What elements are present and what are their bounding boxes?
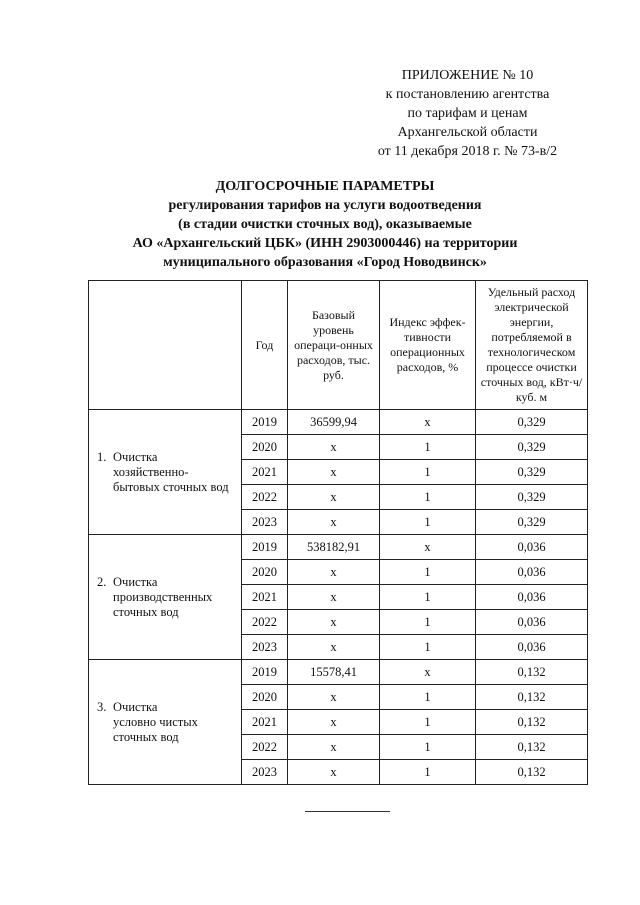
year-cell: 2023 — [242, 760, 288, 785]
energy-cell: 0,329 — [476, 410, 588, 435]
index-cell: 1 — [380, 710, 476, 735]
base-cell: х — [288, 485, 380, 510]
energy-cell: 0,329 — [476, 485, 588, 510]
table-row — [89, 410, 588, 435]
appendix-line: Архангельской области — [397, 125, 538, 140]
index-cell: 1 — [380, 560, 476, 585]
energy-cell: 0,132 — [476, 710, 588, 735]
energy-cell: 0,036 — [476, 585, 588, 610]
header-service — [89, 281, 242, 410]
energy-cell: 0,329 — [476, 510, 588, 535]
index-cell: х — [380, 535, 476, 560]
table-row — [89, 660, 588, 685]
index-cell: 1 — [380, 760, 476, 785]
year-cell: 2022 — [242, 735, 288, 760]
index-cell: х — [380, 410, 476, 435]
footer-divider — [305, 811, 390, 812]
service-number: 1. — [97, 449, 107, 464]
appendix-block — [360, 66, 575, 161]
service-number: 3. — [97, 699, 107, 714]
base-cell: х — [288, 760, 380, 785]
appendix-title: ПРИЛОЖЕНИЕ № 10 — [401, 68, 534, 83]
service-name-cell — [89, 535, 242, 660]
base-cell: х — [288, 635, 380, 660]
base-cell: х — [288, 710, 380, 735]
year-cell: 2019 — [242, 660, 288, 685]
header-efficiency-index: Индекс эффек-тивности операционных расходов, % — [380, 281, 476, 410]
base-cell: 36599,94 — [288, 410, 380, 435]
heading-line: регулирования тарифов на услуги водоотведения — [168, 198, 482, 213]
service-name-cont: условно чистых сточных вод — [113, 714, 198, 744]
base-cell: х — [288, 735, 380, 760]
heading-title: ДОЛГОСРОЧНЫЕ ПАРАМЕТРЫ — [215, 179, 435, 194]
index-cell: 1 — [380, 585, 476, 610]
heading-line: (в стадии очистки сточных вод), оказываемые — [178, 217, 472, 232]
service-name-cont: хозяйственно-бытовых сточных вод — [113, 464, 229, 494]
appendix-line: к постановлению агентства — [385, 87, 550, 102]
heading-line: муниципального образования «Город Новодвинск» — [163, 255, 487, 270]
heading-line: АО «Архангельский ЦБК» (ИНН 2903000446) на территории — [132, 236, 518, 251]
header-energy-consumption: Удельный расход электрической энергии, потребляемой в технологическом процессе очистки сточных вод, кВт·ч/куб. м — [476, 281, 588, 410]
header-base-level: Базовый уровень операци-онных расходов, тыс. руб. — [288, 281, 380, 410]
service-name: Очистка — [113, 574, 158, 589]
year-cell: 2023 — [242, 635, 288, 660]
base-cell: 538182,91 — [288, 535, 380, 560]
year-cell: 2023 — [242, 510, 288, 535]
appendix-line: по тарифам и ценам — [407, 106, 528, 121]
service-name: Очистка — [113, 699, 158, 714]
header-year: Год — [242, 281, 288, 410]
service-name: Очистка — [113, 449, 158, 464]
index-cell: 1 — [380, 485, 476, 510]
year-cell: 2021 — [242, 710, 288, 735]
index-cell: 1 — [380, 435, 476, 460]
index-cell: х — [380, 660, 476, 685]
index-cell: 1 — [380, 510, 476, 535]
year-cell: 2019 — [242, 410, 288, 435]
energy-cell: 0,036 — [476, 535, 588, 560]
table-row — [89, 535, 588, 560]
year-cell: 2022 — [242, 610, 288, 635]
energy-cell: 0,329 — [476, 460, 588, 485]
energy-cell: 0,132 — [476, 735, 588, 760]
energy-cell: 0,036 — [476, 560, 588, 585]
year-cell: 2021 — [242, 460, 288, 485]
year-cell: 2022 — [242, 485, 288, 510]
service-name-cell — [89, 410, 242, 535]
year-cell: 2020 — [242, 685, 288, 710]
base-cell: х — [288, 610, 380, 635]
energy-cell: 0,036 — [476, 610, 588, 635]
service-number: 2. — [97, 574, 107, 589]
base-cell: х — [288, 510, 380, 535]
base-cell: х — [288, 685, 380, 710]
base-cell: х — [288, 460, 380, 485]
table-header-row — [89, 281, 588, 410]
base-cell: х — [288, 560, 380, 585]
energy-cell: 0,132 — [476, 760, 588, 785]
energy-cell: 0,036 — [476, 635, 588, 660]
base-cell: х — [288, 585, 380, 610]
parameters-table — [88, 280, 588, 785]
energy-cell: 0,132 — [476, 685, 588, 710]
energy-cell: 0,329 — [476, 435, 588, 460]
year-cell: 2019 — [242, 535, 288, 560]
year-cell: 2020 — [242, 435, 288, 460]
year-cell: 2020 — [242, 560, 288, 585]
base-cell: х — [288, 435, 380, 460]
appendix-date: от 11 декабря 2018 г. № 73-в/2 — [377, 144, 558, 159]
year-cell: 2021 — [242, 585, 288, 610]
energy-cell: 0,132 — [476, 660, 588, 685]
document-heading — [80, 177, 570, 272]
service-name-cont: производственных сточных вод — [113, 589, 213, 619]
service-name-cell — [89, 660, 242, 785]
index-cell: 1 — [380, 460, 476, 485]
index-cell: 1 — [380, 685, 476, 710]
index-cell: 1 — [380, 635, 476, 660]
base-cell: 15578,41 — [288, 660, 380, 685]
index-cell: 1 — [380, 735, 476, 760]
index-cell: 1 — [380, 610, 476, 635]
